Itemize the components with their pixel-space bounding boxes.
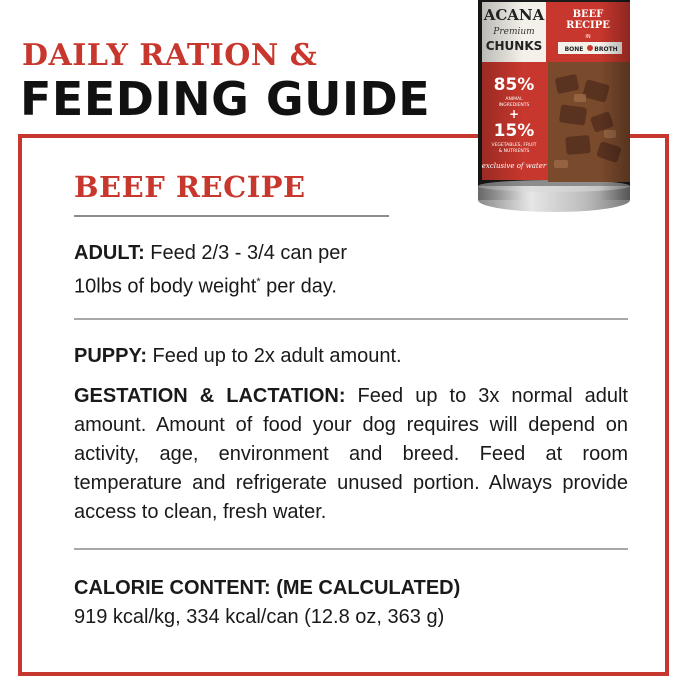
adult-instructions [74,239,347,302]
can-recipe-line2: RECIPE [566,20,610,31]
title-divider [74,215,389,217]
bone-broth-dot [587,45,593,51]
can-percent-animal-caption-1: ANIMAL [505,97,523,102]
adult-text-2: 10lbs of body weight [74,275,257,298]
can-brand: ACANA [483,6,545,24]
gestation-instructions [74,382,628,527]
can-broth-right: BROTH [594,46,618,53]
gestation-text: Feed up to 3x normal adult amount. Amount of food your dog requires will depend on activity, age, environment and breed. Feed at room temperature and refrigerate unused portion. Always provide access to clean, fresh water. [74,385,628,523]
can-percent-animal: 85% [493,75,535,95]
header-subtitle: DAILY RATION & [22,38,318,73]
can-recipe-line1: BEEF [572,9,604,20]
can-water-note: exclusive of water [481,162,547,170]
puppy-label: PUPPY: [74,345,147,367]
adult-footnote-mark: * [256,276,261,288]
gestation-label: GESTATION & LACTATION: [74,385,346,407]
product-can-image [474,0,634,214]
adult-text-1: Feed 2/3 - 3/4 can per [144,242,348,264]
adult-text-3: per day. [260,275,337,298]
can-percent-animal-caption-2: INGREDIENTS [498,103,530,108]
can-plus: + [508,107,520,121]
divider-1 [74,318,628,320]
can-sub-brand: Premium [493,27,535,37]
can-percent-veg-caption-2: & NUTRIENTS [498,149,530,154]
can-recipe-in: IN [585,34,591,40]
puppy-text: Feed up to 2x adult amount. [146,345,402,367]
section-title: BEEF RECIPE [74,170,306,204]
divider-2 [74,548,628,550]
can-broth-left: BONE [564,46,584,53]
adult-label: ADULT: [74,242,145,264]
can-product-type: CHUNKS [485,39,543,53]
can-percent-veg: 15% [493,121,535,141]
calorie-content [74,574,460,632]
calorie-text: 919 kcal/kg, 334 kcal/can (12.8 oz, 363 g) [74,606,445,628]
can-percent-veg-caption-1: VEGETABLES, FRUIT [491,143,537,148]
page-title: FEEDING GUIDE [20,72,431,126]
puppy-instructions [74,342,402,371]
calorie-label: CALORIE CONTENT: (ME CALCULATED) [74,577,461,599]
